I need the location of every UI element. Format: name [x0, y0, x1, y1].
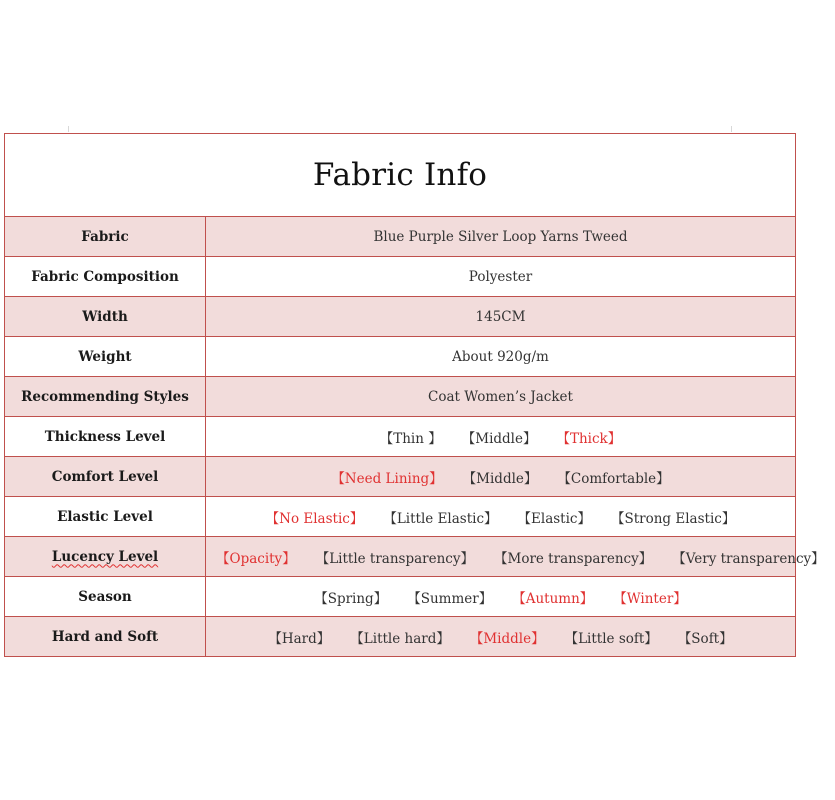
table-row-weight — [5, 337, 795, 377]
option-group — [206, 577, 795, 616]
option: 【Middle】 — [461, 430, 537, 447]
option: 【Very transparency】 — [672, 550, 825, 567]
row-value: Polyester — [468, 268, 533, 285]
row-label: Fabric — [5, 217, 206, 256]
option: 【Little transparency】 — [315, 550, 474, 567]
option: 【Thin 】 — [379, 430, 442, 447]
option: 【Elastic】 — [517, 510, 591, 527]
row-label: Hard and Soft — [5, 617, 206, 656]
row-label: Weight — [5, 337, 206, 376]
row-label: Thickness Level — [5, 417, 206, 456]
option-group — [206, 617, 795, 656]
option-selected: 【Autumn】 — [512, 590, 594, 607]
table-row-fabric-composition — [5, 257, 795, 297]
option: 【Middle】 — [462, 470, 538, 487]
fabric-info-table — [4, 133, 825, 657]
option: 【Spring】 — [314, 590, 388, 607]
option: 【Hard】 — [268, 630, 331, 647]
table-row-recommending-styles — [5, 377, 795, 417]
option: 【Little soft】 — [564, 630, 658, 647]
row-label: Fabric Composition — [5, 257, 206, 296]
crop-mark-top-left — [68, 126, 69, 132]
table-row-season — [5, 577, 795, 617]
option: 【Little Elastic】 — [383, 510, 498, 527]
row-value: About 920g/m — [452, 348, 549, 365]
option: 【Summer】 — [407, 590, 493, 607]
option-group — [206, 457, 795, 496]
option: 【Strong Elastic】 — [610, 510, 736, 527]
row-label: Width — [5, 297, 206, 336]
row-label: Recommending Styles — [5, 377, 206, 416]
table-row-thickness-level — [5, 417, 795, 457]
table-row-fabric — [5, 217, 795, 257]
option: 【Soft】 — [677, 630, 733, 647]
table-title-row — [5, 134, 795, 217]
option-group — [206, 417, 795, 456]
row-label-text: Lucency Level — [51, 548, 159, 565]
row-label: Season — [5, 577, 206, 616]
option-selected: 【Middle】 — [469, 630, 545, 647]
table-row-hard-and-soft — [5, 617, 795, 657]
row-label: Elastic Level — [5, 497, 206, 536]
option-selected: 【No Elastic】 — [265, 510, 364, 527]
table-row-width — [5, 297, 795, 337]
option-selected: 【Opacity】 — [216, 550, 296, 567]
option-group — [206, 537, 835, 576]
row-label — [5, 537, 206, 576]
row-value: 145CM — [475, 308, 526, 325]
option: 【More transparency】 — [494, 550, 653, 567]
row-value: Coat Women’s Jacket — [428, 388, 573, 405]
table-row-lucency-level — [5, 537, 825, 577]
row-value: Blue Purple Silver Loop Yarns Tweed — [373, 228, 628, 245]
row-label: Comfort Level — [5, 457, 206, 496]
table-title: Fabric Info — [312, 157, 488, 193]
option: 【Comfortable】 — [557, 470, 670, 487]
option-selected: 【Thick】 — [556, 430, 622, 447]
option: 【Little hard】 — [350, 630, 450, 647]
option-group — [206, 497, 795, 536]
table-row-elastic-level — [5, 497, 795, 537]
crop-mark-top-right — [731, 126, 732, 132]
table-row-comfort-level — [5, 457, 795, 497]
option-selected: 【Need Lining】 — [331, 470, 443, 487]
option-selected: 【Winter】 — [613, 590, 687, 607]
